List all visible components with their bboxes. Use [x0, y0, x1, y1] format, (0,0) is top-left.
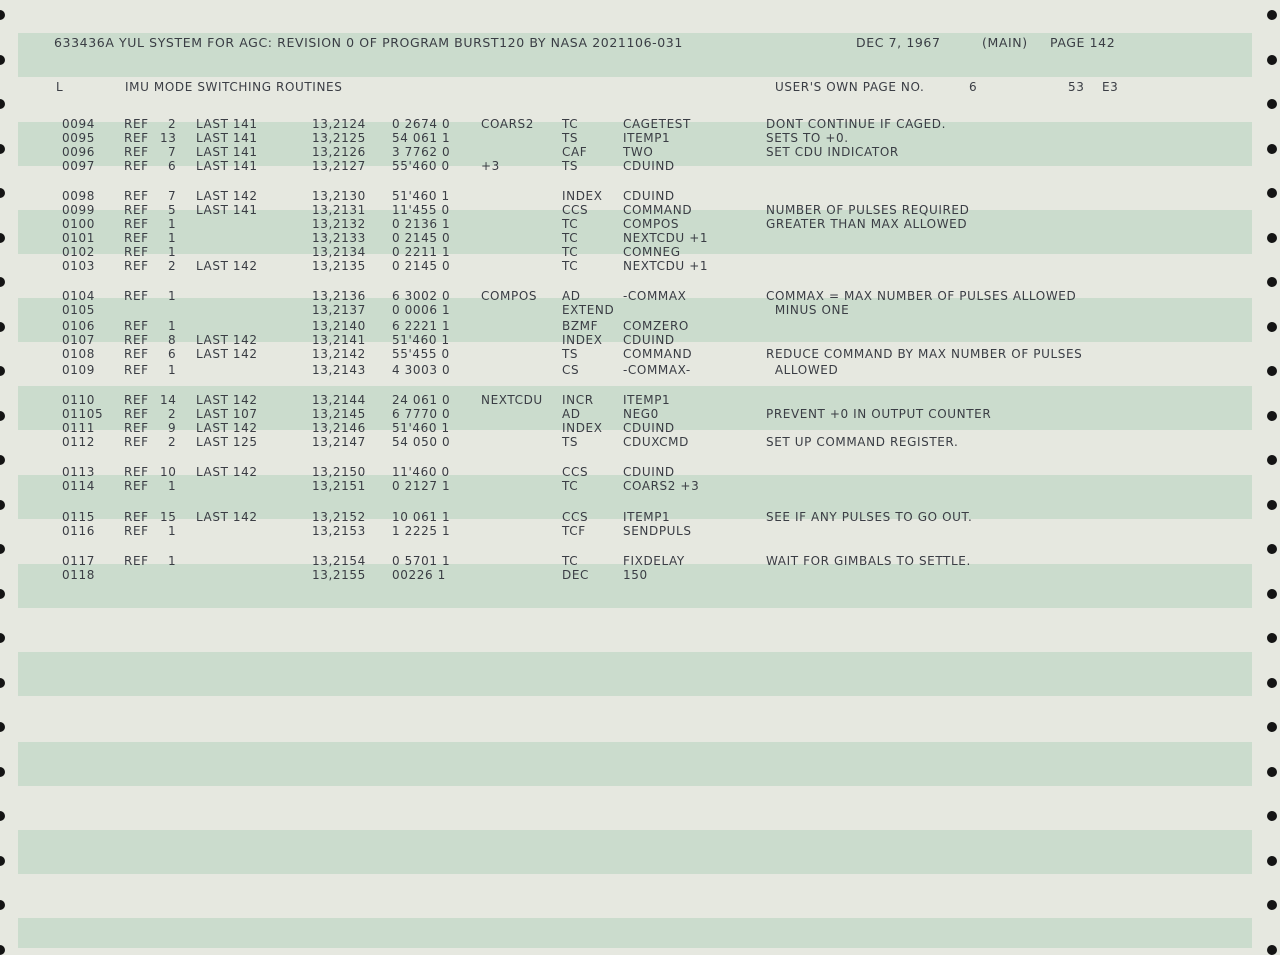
line-seq: 0104	[62, 289, 95, 303]
sprocket-hole	[1267, 544, 1277, 554]
line-refn: 2	[168, 407, 177, 421]
line-label: NEXTCDU	[481, 393, 543, 407]
line-addr: 13,2151	[312, 479, 366, 493]
line-word: 6 7770 0	[392, 407, 451, 421]
line-addr: 13,2126	[312, 145, 366, 159]
line-refn: 7	[168, 189, 177, 203]
line-seq: 0109	[62, 363, 95, 377]
sprocket-hole	[0, 856, 5, 866]
line-operand: ITEMP1	[623, 393, 671, 407]
line-refn: 1	[168, 245, 177, 259]
line-ref: REF	[124, 245, 149, 259]
line-last: LAST 141	[196, 131, 258, 145]
line-last: LAST 142	[196, 421, 258, 435]
sprocket-hole	[0, 722, 5, 732]
line-word: 6 2221 1	[392, 319, 451, 333]
line-addr: 13,2152	[312, 510, 366, 524]
line-addr: 13,2155	[312, 568, 366, 582]
line-label: COMPOS	[481, 289, 538, 303]
subheader-users-page-no: 6	[969, 80, 978, 94]
line-ref: REF	[124, 117, 149, 131]
header-main: (MAIN)	[982, 35, 1028, 50]
line-word: 51'460 1	[392, 421, 450, 435]
line-word: 0 2145 0	[392, 231, 451, 245]
line-op: INCR	[562, 393, 594, 407]
line-last: LAST 125	[196, 435, 258, 449]
green-bar	[18, 742, 1252, 786]
line-addr: 13,2137	[312, 303, 366, 317]
sprocket-hole	[1267, 366, 1277, 376]
sprocket-hole	[1267, 188, 1277, 198]
line-refn: 1	[168, 217, 177, 231]
line-seq: 0096	[62, 145, 95, 159]
line-ref: REF	[124, 159, 149, 173]
sprocket-hole	[0, 589, 5, 599]
line-op: TC	[562, 259, 579, 273]
sprocket-hole	[0, 99, 5, 109]
line-operand: TWO	[623, 145, 654, 159]
line-word: 0 2127 1	[392, 479, 451, 493]
line-op: TCF	[562, 524, 586, 538]
line-word: 54 050 0	[392, 435, 451, 449]
line-op: AD	[562, 289, 581, 303]
line-refn: 2	[168, 435, 177, 449]
line-op: TC	[562, 117, 579, 131]
line-ref: REF	[124, 465, 149, 479]
line-operand: CDUIND	[623, 465, 675, 479]
line-op: CCS	[562, 510, 589, 524]
green-bar	[18, 830, 1252, 874]
line-seq: 0100	[62, 217, 95, 231]
line-operand: CDUIND	[623, 159, 675, 173]
line-word: 0 5701 1	[392, 554, 451, 568]
sprocket-hole	[1267, 811, 1277, 821]
line-ref: REF	[124, 289, 149, 303]
subheader-title: IMU MODE SWITCHING ROUTINES	[125, 80, 343, 94]
sprocket-hole	[0, 678, 5, 688]
sprocket-hole	[1267, 144, 1277, 154]
line-word: 3 7762 0	[392, 145, 451, 159]
line-addr: 13,2136	[312, 289, 366, 303]
line-word: 55'460 0	[392, 159, 450, 173]
line-op: TC	[562, 554, 579, 568]
sprocket-hole	[0, 233, 5, 243]
sprocket-hole	[0, 10, 5, 20]
line-seq: 0106	[62, 319, 95, 333]
line-refn: 7	[168, 145, 177, 159]
line-operand: COMMAND	[623, 347, 693, 361]
line-op: CCS	[562, 203, 589, 217]
green-bar	[18, 918, 1252, 948]
sprocket-hole	[0, 411, 5, 421]
line-comment: ALLOWED	[766, 363, 839, 377]
line-addr: 13,2142	[312, 347, 366, 361]
line-ref: REF	[124, 259, 149, 273]
line-ref: REF	[124, 131, 149, 145]
line-op: INDEX	[562, 333, 603, 347]
line-comment: PREVENT +0 IN OUTPUT COUNTER	[766, 407, 992, 421]
line-refn: 1	[168, 289, 177, 303]
line-ref: REF	[124, 145, 149, 159]
line-operand: COARS2 +3	[623, 479, 700, 493]
line-seq: 0114	[62, 479, 95, 493]
line-label: COARS2	[481, 117, 535, 131]
line-seq: 0105	[62, 303, 95, 317]
line-ref: REF	[124, 554, 149, 568]
line-op: TS	[562, 159, 579, 173]
line-last: LAST 142	[196, 259, 258, 273]
line-seq: 0094	[62, 117, 95, 131]
sprocket-hole	[0, 277, 5, 287]
sprocket-hole	[1267, 856, 1277, 866]
line-operand: -COMMAX	[623, 289, 687, 303]
line-operand: CDUXCMD	[623, 435, 689, 449]
line-refn: 14	[160, 393, 177, 407]
sprocket-hole	[0, 144, 5, 154]
sprocket-hole	[1267, 10, 1277, 20]
subheader-users-page: USER'S OWN PAGE NO.	[775, 80, 925, 94]
line-operand: NEG0	[623, 407, 659, 421]
line-seq: 0108	[62, 347, 95, 361]
line-ref: REF	[124, 435, 149, 449]
sprocket-hole	[1267, 500, 1277, 510]
line-addr: 13,2132	[312, 217, 366, 231]
line-refn: 1	[168, 554, 177, 568]
line-operand: NEXTCDU +1	[623, 231, 709, 245]
line-op: TC	[562, 479, 579, 493]
line-comment: SET UP COMMAND REGISTER.	[766, 435, 959, 449]
line-op: TS	[562, 347, 579, 361]
line-op: DEC	[562, 568, 590, 582]
line-ref: REF	[124, 524, 149, 538]
line-addr: 13,2134	[312, 245, 366, 259]
line-op: INDEX	[562, 421, 603, 435]
line-op: AD	[562, 407, 581, 421]
line-word: 11'460 0	[392, 465, 450, 479]
sprocket-hole	[0, 366, 5, 376]
line-word: 0 2136 1	[392, 217, 451, 231]
line-word: 51'460 1	[392, 333, 450, 347]
line-seq: 0101	[62, 231, 95, 245]
line-ref: REF	[124, 363, 149, 377]
line-ref: REF	[124, 231, 149, 245]
line-comment: NUMBER OF PULSES REQUIRED	[766, 203, 970, 217]
line-last: LAST 142	[196, 393, 258, 407]
line-op: TS	[562, 131, 579, 145]
line-ref: REF	[124, 421, 149, 435]
line-comment: COMMAX = MAX NUMBER OF PULSES ALLOWED	[766, 289, 1077, 303]
sprocket-hole	[1267, 589, 1277, 599]
sprocket-hole	[0, 55, 5, 65]
line-op: BZMF	[562, 319, 599, 333]
line-refn: 15	[160, 510, 177, 524]
line-op: CS	[562, 363, 580, 377]
line-refn: 2	[168, 259, 177, 273]
line-operand: CDUIND	[623, 333, 675, 347]
line-op: TS	[562, 435, 579, 449]
line-ref: REF	[124, 393, 149, 407]
line-word: 24 061 0	[392, 393, 451, 407]
line-last: LAST 142	[196, 465, 258, 479]
line-last: LAST 141	[196, 117, 258, 131]
subheader-s: 53	[1068, 80, 1085, 94]
sprocket-hole	[1267, 722, 1277, 732]
line-last: LAST 142	[196, 333, 258, 347]
line-word: 0 0006 1	[392, 303, 451, 317]
line-operand: CDUIND	[623, 421, 675, 435]
sprocket-hole	[1267, 455, 1277, 465]
line-operand: COMPOS	[623, 217, 680, 231]
line-comment: REDUCE COMMAND BY MAX NUMBER OF PULSES	[766, 347, 1083, 361]
line-ref: REF	[124, 479, 149, 493]
line-seq: 0107	[62, 333, 95, 347]
line-refn: 1	[168, 363, 177, 377]
sprocket-hole	[1267, 633, 1277, 643]
line-ref: REF	[124, 203, 149, 217]
green-bar	[18, 652, 1252, 696]
line-seq: 0095	[62, 131, 95, 145]
line-ref: REF	[124, 333, 149, 347]
header-date: DEC 7, 1967	[856, 35, 941, 50]
line-addr: 13,2130	[312, 189, 366, 203]
line-refn: 1	[168, 231, 177, 245]
line-comment: MINUS ONE	[766, 303, 850, 317]
line-operand: CDUIND	[623, 189, 675, 203]
line-refn: 9	[168, 421, 177, 435]
line-operand: NEXTCDU +1	[623, 259, 709, 273]
line-op: CAF	[562, 145, 588, 159]
line-seq: 0099	[62, 203, 95, 217]
line-word: 10 061 1	[392, 510, 451, 524]
line-last: LAST 141	[196, 159, 258, 173]
line-last: LAST 142	[196, 510, 258, 524]
line-seq: 0117	[62, 554, 95, 568]
line-seq: 0097	[62, 159, 95, 173]
sprocket-hole	[1267, 99, 1277, 109]
line-addr: 13,2145	[312, 407, 366, 421]
sprocket-hole	[0, 767, 5, 777]
line-seq: 0098	[62, 189, 95, 203]
line-addr: 13,2144	[312, 393, 366, 407]
line-refn: 13	[160, 131, 177, 145]
line-last: LAST 142	[196, 189, 258, 203]
line-ref: REF	[124, 319, 149, 333]
line-refn: 1	[168, 479, 177, 493]
line-operand: ITEMP1	[623, 510, 671, 524]
line-ref: REF	[124, 217, 149, 231]
line-op: CCS	[562, 465, 589, 479]
sprocket-hole	[0, 811, 5, 821]
line-word: 0 2211 1	[392, 245, 451, 259]
line-refn: 5	[168, 203, 177, 217]
line-op: INDEX	[562, 189, 603, 203]
header-title: 633436A YUL SYSTEM FOR AGC: REVISION 0 OF PROGRAM BURST120 BY NASA 2021106-031	[54, 35, 683, 50]
line-addr: 13,2154	[312, 554, 366, 568]
line-comment: WAIT FOR GIMBALS TO SETTLE.	[766, 554, 971, 568]
line-addr: 13,2124	[312, 117, 366, 131]
line-last: LAST 141	[196, 145, 258, 159]
line-addr: 13,2147	[312, 435, 366, 449]
line-addr: 13,2131	[312, 203, 366, 217]
line-addr: 13,2146	[312, 421, 366, 435]
line-refn: 10	[160, 465, 177, 479]
line-operand: ITEMP1	[623, 131, 671, 145]
line-word: 55'455 0	[392, 347, 450, 361]
line-op: TC	[562, 231, 579, 245]
line-comment: DONT CONTINUE IF CAGED.	[766, 117, 947, 131]
line-addr: 13,2153	[312, 524, 366, 538]
sprocket-hole	[0, 188, 5, 198]
sprocket-hole	[1267, 900, 1277, 910]
line-last: LAST 142	[196, 347, 258, 361]
sprocket-hole	[1267, 411, 1277, 421]
line-addr: 13,2140	[312, 319, 366, 333]
line-addr: 13,2150	[312, 465, 366, 479]
line-word: 54 061 1	[392, 131, 451, 145]
line-word: 0 2674 0	[392, 117, 451, 131]
line-operand: CAGETEST	[623, 117, 691, 131]
sprocket-hole	[1267, 945, 1277, 955]
line-operand: COMNEG	[623, 245, 681, 259]
line-last: LAST 141	[196, 203, 258, 217]
line-addr: 13,2141	[312, 333, 366, 347]
line-word: 11'455 0	[392, 203, 450, 217]
line-comment: SET CDU INDICATOR	[766, 145, 899, 159]
line-seq: 0118	[62, 568, 95, 582]
sprocket-hole	[1267, 767, 1277, 777]
line-refn: 6	[168, 159, 177, 173]
sprocket-hole	[0, 633, 5, 643]
sprocket-hole	[0, 945, 5, 955]
subheader-e: E3	[1102, 80, 1119, 94]
sprocket-hole	[1267, 55, 1277, 65]
line-addr: 13,2127	[312, 159, 366, 173]
header-page: PAGE 142	[1050, 35, 1116, 50]
sprocket-hole	[0, 322, 5, 332]
line-op: TC	[562, 245, 579, 259]
line-last: LAST 107	[196, 407, 258, 421]
line-operand: COMMAND	[623, 203, 693, 217]
line-seq: 0115	[62, 510, 95, 524]
line-seq: 0103	[62, 259, 95, 273]
line-comment: SETS TO +0.	[766, 131, 849, 145]
line-word: 1 2225 1	[392, 524, 451, 538]
line-operand: 150	[623, 568, 648, 582]
line-seq: 0110	[62, 393, 95, 407]
line-operand: -COMMAX-	[623, 363, 691, 377]
sprocket-hole	[0, 455, 5, 465]
line-label: +3	[481, 159, 500, 173]
line-ref: REF	[124, 407, 149, 421]
sprocket-hole	[0, 500, 5, 510]
line-operand: FIXDELAY	[623, 554, 685, 568]
line-refn: 2	[168, 117, 177, 131]
line-seq: 0102	[62, 245, 95, 259]
line-refn: 1	[168, 524, 177, 538]
line-ref: REF	[124, 189, 149, 203]
line-addr: 13,2133	[312, 231, 366, 245]
line-word: 6 3002 0	[392, 289, 451, 303]
line-word: 00226 1	[392, 568, 446, 582]
line-addr: 13,2135	[312, 259, 366, 273]
line-comment: SEE IF ANY PULSES TO GO OUT.	[766, 510, 973, 524]
line-refn: 1	[168, 319, 177, 333]
line-refn: 8	[168, 333, 177, 347]
line-refn: 6	[168, 347, 177, 361]
sprocket-hole	[0, 900, 5, 910]
line-word: 0 2145 0	[392, 259, 451, 273]
line-ref: REF	[124, 347, 149, 361]
subheader-code: L	[56, 80, 64, 94]
line-op: EXTEND	[562, 303, 615, 317]
line-comment: GREATER THAN MAX ALLOWED	[766, 217, 968, 231]
line-ref: REF	[124, 510, 149, 524]
line-seq: 0116	[62, 524, 95, 538]
sprocket-hole	[0, 544, 5, 554]
line-seq: 0112	[62, 435, 95, 449]
line-seq: 0111	[62, 421, 95, 435]
line-op: TC	[562, 217, 579, 231]
line-operand: COMZERO	[623, 319, 689, 333]
line-word: 4 3003 0	[392, 363, 451, 377]
sprocket-hole	[1267, 678, 1277, 688]
line-addr: 13,2125	[312, 131, 366, 145]
sprocket-hole	[1267, 233, 1277, 243]
line-addr: 13,2143	[312, 363, 366, 377]
sprocket-hole	[1267, 277, 1277, 287]
line-seq: 01105	[62, 407, 104, 421]
line-seq: 0113	[62, 465, 95, 479]
line-operand: SENDPULS	[623, 524, 692, 538]
sprocket-hole	[1267, 322, 1277, 332]
line-word: 51'460 1	[392, 189, 450, 203]
